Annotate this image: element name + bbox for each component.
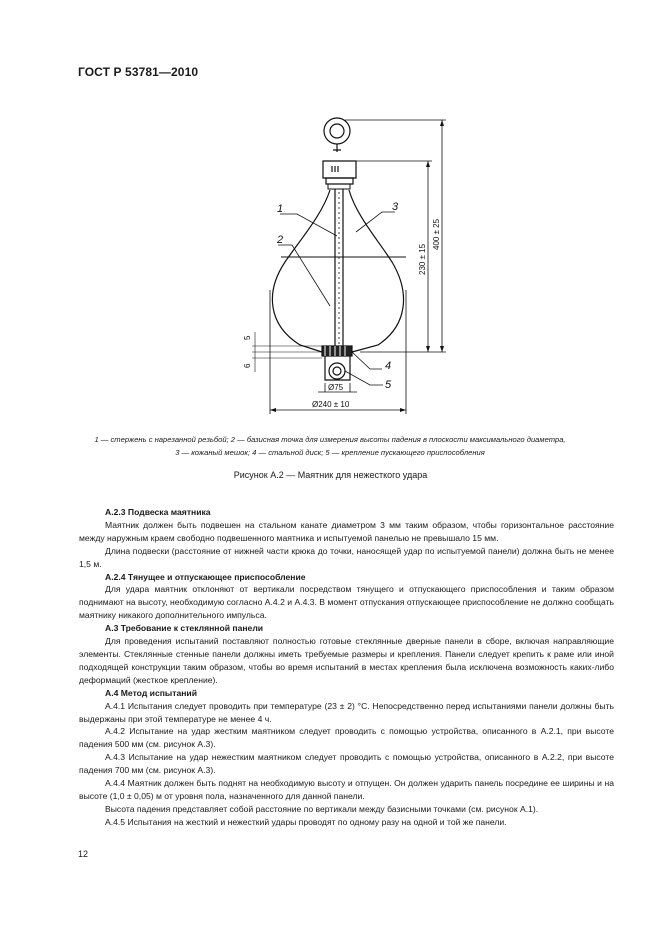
dim-230: 230 ± 15 — [418, 243, 427, 275]
paragraph: А.4.5 Испытания на жесткий и нежесткий удары проводят по одному разу на одной и той же панели. — [105, 816, 507, 827]
dim-6: 6 — [243, 363, 252, 368]
body-text — [79, 506, 614, 829]
label-1: 1 — [277, 203, 284, 215]
paragraph: А.4.2 Испытание на удар жестким маятником следует проводить с помощью устройства, описанного в А.2.1, при высоте падения 500 мм (см. рисунок А.3). — [79, 726, 614, 750]
paragraph: Маятник должен быть подвешен на стальном канате диаметром 3 мм таким образом, чтобы горизонтальное расстояние между наружным краем свободно подвешенного маятника и испытуемой панелью не превышало 15 мм. — [79, 519, 614, 543]
paragraph: Длина подвески (расстояние от нижней части крюка до точки, наносящей удар по испытуемой панели) должна быть не менее 1,5 м. — [79, 545, 614, 569]
release-attachment — [325, 356, 350, 380]
figure-legend-line2: 3 — кожаный мешок; 4 — стальной диск; 5 — крепление пускающего приспособления — [175, 448, 485, 457]
paragraph: Высота падения представляет собой расстояние по вертикали между базисными точками (см. рисунок А.1). — [105, 803, 539, 814]
label-3: 3 — [392, 201, 399, 213]
section-heading: А.4 Метод испытаний — [105, 687, 197, 698]
dim-5: 5 — [243, 335, 252, 340]
dim-diameter-75: Ø75 — [328, 383, 344, 392]
label-4: 4 — [385, 360, 392, 372]
dim-diameter-240: Ø240 ± 10 — [312, 400, 350, 409]
paragraph: А.4.1 Испытания следует проводить при температуре (23 ± 2) °С. Непосредственно перед испытаниями панели должны быть выдержаны при этой температуре не менее 4 ч. — [79, 700, 614, 724]
dim-400: 400 ± 25 — [432, 218, 441, 250]
figure-legend-line1: 1 — стержень с нарезанной резьбой; 2 — базисная точка для измерения высоты падения в плоскости максимального диаметра, — [94, 435, 566, 444]
figure-title: Рисунок А.2 — Маятник для нежесткого удара — [233, 470, 428, 480]
top-cap — [323, 161, 356, 178]
section-heading: А.2.4 Тянущее и отпускающее приспособление — [105, 571, 306, 582]
page-number: 12 — [78, 849, 89, 859]
label-2: 2 — [277, 234, 284, 246]
paragraph: Для проведения испытаний поставляют полностью готовые стеклянные дверные панели в сборе, включая направляющие элементы. Стеклянные стенные панели должны иметь требуемые размеры и крепления. Панели следует крепить к раме или иной подходящей конструкции таким образом, чтобы во время испытаний в местах крепления была исключена возможность каких-либо деформаций (жесткое крепление). — [79, 636, 614, 685]
section-heading: А.3 Требование к стеклянной панели — [105, 623, 264, 634]
paragraph: Для удара маятник отклоняют от вертикали посредством тянущего и отпускающего приспособления и таким образом поднимают на высоту, необходимую согласно А.4.2 и А.4.3. В момент отпускания отпускающее приспособление не должно сообщать маятнику никакого дополнительного импульса. — [79, 584, 614, 621]
paragraph: А.4.3 Испытание на удар нежестким маятником следует проводить с помощью устройства, описанного в А.2.2, при высоте падения 700 мм (см. рисунок А.3). — [79, 752, 614, 776]
hook-ring — [324, 118, 350, 144]
label-5: 5 — [385, 379, 392, 391]
page-header: ГОСТ Р 53781—2010 — [78, 65, 199, 79]
pendulum-drawing — [0, 0, 661, 430]
paragraph: А.4.4 Маятник должен быть поднят на необходимую высоту и отпущен. Он должен ударить панель посредине ее ширины и на высоте (1,0 ± 0,05) м от уровня пола, назначенного для данной панели. — [79, 778, 614, 801]
steel-disc — [322, 346, 352, 356]
section-heading: А.2.3 Подвеска маятника — [105, 507, 211, 517]
